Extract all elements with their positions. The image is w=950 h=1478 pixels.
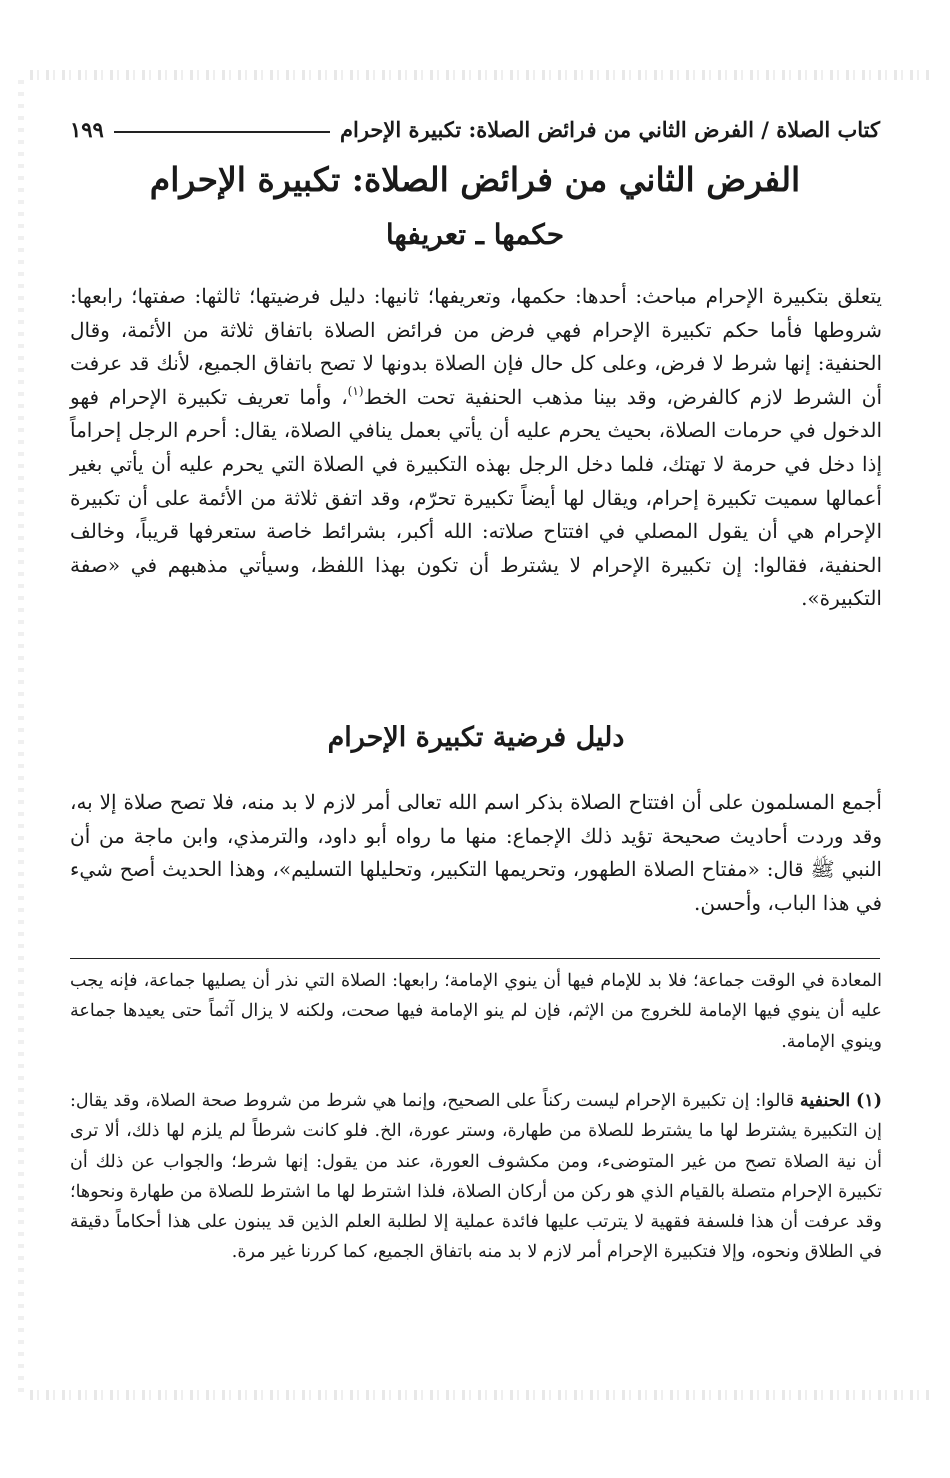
footnote-1-marker: (١) bbox=[856, 1091, 882, 1111]
scan-noise-top bbox=[30, 70, 930, 80]
footnote-continuation: المعادة في الوقت جماعة؛ فلا بد للإمام فيها أن ينوي الإمامة؛ رابعها: الصلاة التي نذر أن يصليها جماعة، فإنه يجب عليه أن ينوي فيها الإمامة للخروج من الإثم، فإن لم ينو الإمامة فيها صحت، ولكنه لا يزال آثماً حتى يعيدها جماعة وينوي الإمامة. bbox=[70, 971, 882, 1052]
footnote-1-lead: الحنفية bbox=[799, 1091, 851, 1111]
footnote-separator bbox=[70, 958, 880, 959]
running-header bbox=[70, 112, 880, 146]
paragraph-text-part1: يتعلق بتكبيرة الإحرام مباحث: أحدها: حكمها، وتعريفها؛ ثانيها: دليل فرضيتها؛ ثالثها: صفتها؛ رابعها: شروطها فأما حكم تكبيرة الإحرام فهي فرض من فرائض الصلاة باتفاق ثلاثة من الأئمة، وقال الحنفية: إنها شرط لا فرض، وعلى كل حال فإن الصلاة بدونها لا تصح باتفاق الجميع، لأنك قد عرفت أن الشرط لازم كالفرض، وقد بينا مذهب الحنفية تحت الخط bbox=[70, 284, 883, 409]
section-title: دليل فرضية تكبيرة الإحرام bbox=[327, 722, 625, 753]
running-header-rule bbox=[114, 131, 330, 133]
paragraph-ruling-definition bbox=[70, 280, 882, 616]
page-number: ١٩٩ bbox=[70, 116, 104, 142]
footnote-1-text: قالوا: إن تكبيرة الإحرام ليست ركناً على الصحيح، وإنما هي شرط من شروط صحة الصلاة، وقد يقال: إن التكبيرة يشترط لها ما يشترط للصلاة من طهارة، وستر عورة، الخ. فلو كانت شرطاً لم يلزم لها ذلك، ألا ترى أن نية الصلاة تصح من غير المتوضىء، ومن مكشوف العورة، عند من يقول: إنها شرط؛ والجواب عن ذلك أن تكبيرة الإحرام متصلة بالقيام الذي هو ركن من أركان الصلاة، فلذا اشترط لها ما اشترط للصلاة من طهارة ونحوها؛ وقد عرفت أن هذا فلسفة فقهية لا يترتب عليها فائدة عملية إلا لطلبة العلم الذين قد يبنون على هذا أحكاماً دقيقة في الطلاق ونحوه، وإلا فتكبيرة الإحرام أمر لازم لا بد منه باتفاق الجميع، كما كررنا غير مرة. bbox=[70, 1091, 882, 1263]
running-header-title: كتاب الصلاة / الفرض الثاني من فرائض الصلاة: تكبيرة الإحرام bbox=[339, 116, 880, 142]
footnote-1 bbox=[70, 1086, 882, 1268]
footnote-reference: (١) bbox=[347, 383, 364, 398]
chapter-title: الفرض الثاني من فرائض الصلاة: تكبيرة الإحرام bbox=[149, 160, 801, 199]
scan-noise-side bbox=[18, 80, 24, 1400]
paragraph-evidence: أجمع المسلمون على أن افتتاح الصلاة بذكر اسم الله تعالى أمر لازم لا بد منه، فلا تصح صلاة إلا به، وقد وردت أحاديث صحيحة تؤيد ذلك الإجماع: منها ما رواه أبو داود، والترمذي، وابن ماجة من أن النبي ﷺ قال: «مفتاح الصلاة الطهور، وتحريمها التكبير، وتحليلها التسليم»، وهذا الحديث أصح شيء في هذا الباب، وأحسن. bbox=[70, 790, 882, 915]
paragraph-text-part2: ، وأما تعريف تكبيرة الإحرام فهو الدخول في حرمات الصلاة، بحيث يحرم عليه أن يأتي بعمل ينافي الصلاة، يقال: أحرم الرجل إحراماً إذا دخل في حرمة لا تهتك، فلما دخل الرجل بهذه التكبيرة في الصلاة التي يحرم عليه أن يأتي بغير أعمالها سميت تكبيرة إحرام، ويقال لها أيضاً تكبيرة تحرّم، وقد اتفق ثلاثة من الأئمة على أن تكبيرة الإحرام هي أن يقول المصلي في افتتاح صلاته: الله أكبر، بشرائط خاصة ستعرفها قريباً، وخالف الحنفية، فقالوا: إن تكبيرة الإحرام لا يشترط أن تكون بهذا اللفظ، وسيأتي مذهبهم في «صفة التكبيرة». bbox=[70, 384, 883, 611]
chapter-subtitle: حكمها ـ تعريفها bbox=[385, 218, 565, 251]
scan-noise-bottom bbox=[30, 1390, 930, 1400]
